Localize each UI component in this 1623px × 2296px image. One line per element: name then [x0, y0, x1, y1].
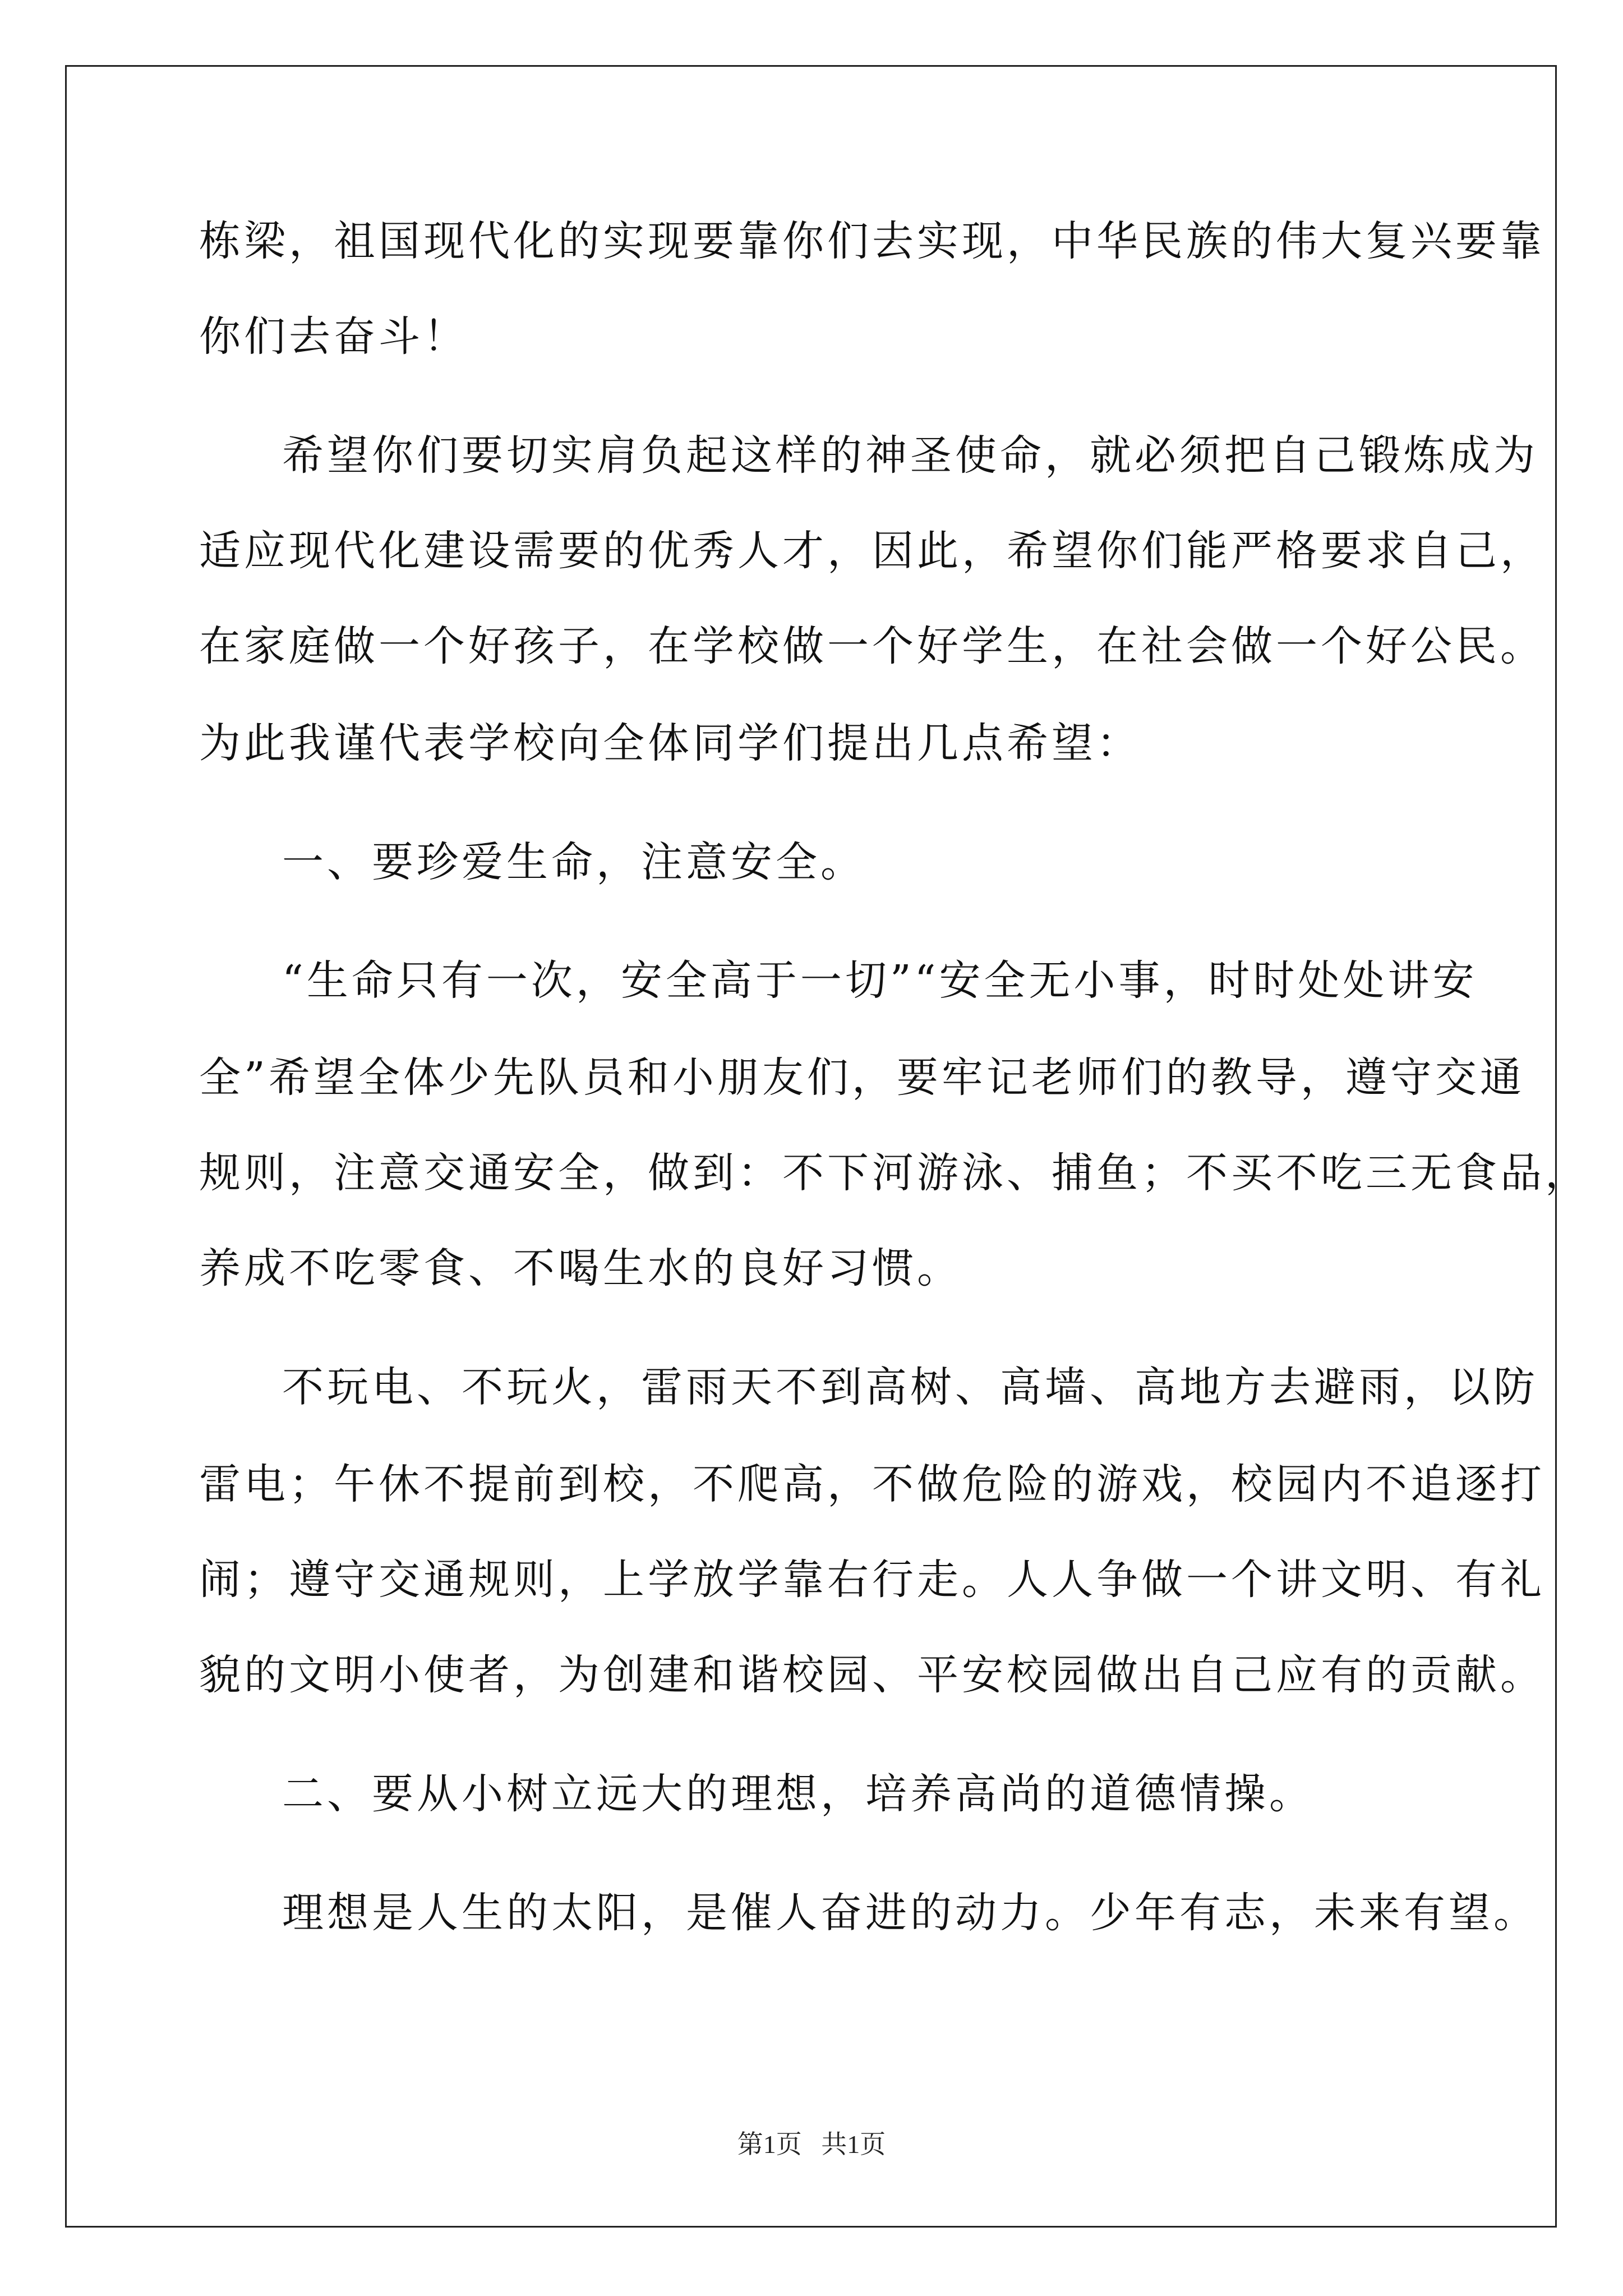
text-line: 二、要从小树立远大的理想，培养高尚的道德情操。 [282, 1770, 1314, 1818]
text-line: 规则，注意交通安全，做到：不下河游泳、捕鱼；不买不吃三无食品， [199, 1149, 1590, 1197]
text-line: 全”希望全体少先队员和小朋友们，要牢记老师们的教导，遵守交通 [199, 1053, 1525, 1102]
text-line: 你们去奋斗！ [199, 312, 468, 361]
text-line: “生命只有一次，安全高于一切”“安全无小事，时时处处讲安 [282, 956, 1478, 1005]
text-line: 闹；遵守交通规则，上学放学靠右行走。人人争做一个讲文明、有礼 [199, 1556, 1545, 1604]
text-line: 栋梁，祖国现代化的实现要靠你们去实现，中华民族的伟大复兴要靠 [199, 217, 1545, 265]
text-line: 不玩电、不玩火，雷雨天不到高树、高墙、高地方去避雨，以防 [282, 1363, 1538, 1411]
text-line: 适应现代化建设需要的优秀人才，因此，希望你们能严格要求自己， [199, 527, 1545, 575]
text-line: 理想是人生的太阳，是催人奋进的动力。少年有志，未来有望。 [282, 1889, 1538, 1937]
text-line: 一、要珍爱生命，注意安全。 [282, 838, 865, 886]
text-line: 雷电；午休不提前到校，不爬高，不做危险的游戏，校园内不追逐打 [199, 1460, 1545, 1508]
text-line: 养成不吃零食、不喝生水的良好习惯。 [199, 1244, 962, 1292]
text-line: 希望你们要切实肩负起这样的神圣使命，就必须把自己锻炼成为 [282, 431, 1538, 480]
text-line: 在家庭做一个好孩子，在学校做一个好学生，在社会做一个好公民。 [199, 622, 1545, 670]
text-line: 为此我谨代表学校向全体同学们提出几点希望： [199, 719, 1141, 767]
text-line: 貌的文明小使者，为创建和谐校园、平安校园做出自己应有的贡献。 [199, 1651, 1545, 1699]
page-footer: 第1页 共1页 [737, 2130, 886, 2159]
